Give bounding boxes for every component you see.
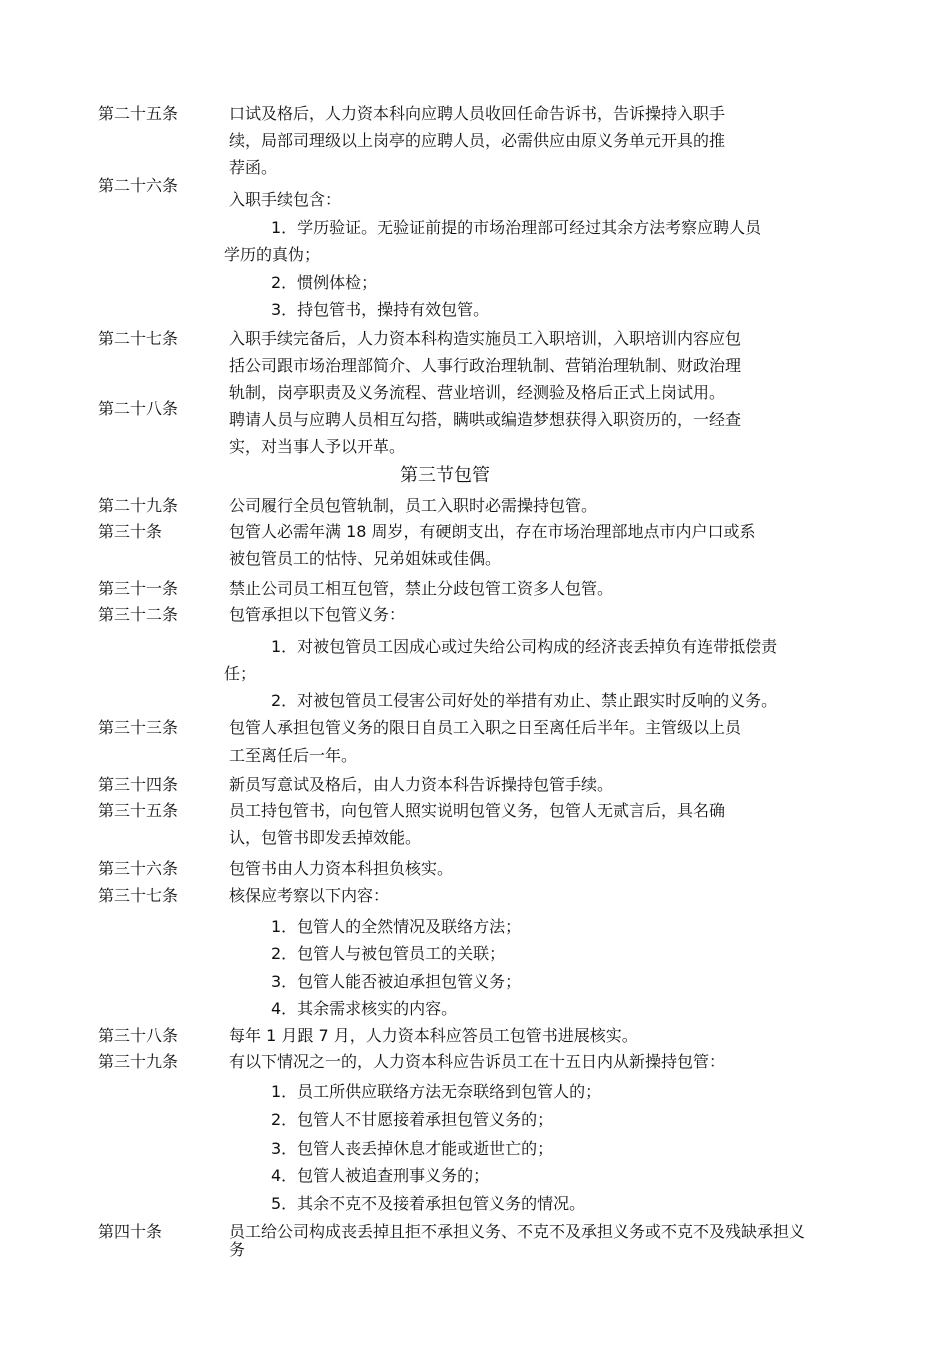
article-30-label: 第三十条 bbox=[98, 522, 163, 541]
article-32-item-2: 2．对被包管员工侵害公司好处的举措有劝止、禁止跟实时反响的义务。 bbox=[271, 691, 778, 710]
article-39-label: 第三十九条 bbox=[98, 1052, 179, 1071]
article-35-text-line-1: 员工持包管书，向包管人照实说明包管义务，包管人无贰言后，具名确 bbox=[229, 801, 726, 820]
article-36-label: 第三十六条 bbox=[98, 859, 179, 878]
article-38-label: 第三十八条 bbox=[98, 1026, 179, 1045]
article-40-text-line-2: 务 bbox=[229, 1240, 246, 1259]
section-title: 第三节包管 bbox=[400, 465, 490, 486]
article-37-item-4: 4．其余需求核实的内容。 bbox=[271, 999, 458, 1018]
article-27-text-line-3: 轨制，岗亭职责及义务流程、营业培训，经测验及格后正式上岗试用。 bbox=[229, 383, 726, 402]
article-25-text-line-2: 续，局部司理级以上岗亭的应聘人员，必需供应由原义务单元开具的推 bbox=[229, 131, 726, 150]
article-34-label: 第三十四条 bbox=[98, 775, 179, 794]
article-32-item-1-cont: 任； bbox=[224, 664, 257, 683]
article-37-item-2: 2．包管人与被包管员工的关联； bbox=[271, 944, 506, 963]
article-27-text-line-1: 入职手续完备后，人力资本科构造实施员工入职培训，入职培训内容应包 bbox=[229, 329, 742, 348]
article-32-label: 第三十二条 bbox=[98, 605, 179, 624]
article-39-item-5: 5．其余不克不及接着承担包管义务的情况。 bbox=[271, 1194, 586, 1213]
article-39-item-1: 1．员工所供应联络方法无奈联络到包管人的； bbox=[271, 1082, 602, 1101]
article-39-text-line-1: 有以下情况之一的，人力资本科应告诉员工在十五日内从新操持包管： bbox=[229, 1052, 726, 1071]
article-36-text-line-1: 包管书由人力资本科担负核实。 bbox=[229, 859, 454, 878]
article-27-text-line-2: 括公司跟市场治理部简介、人事行政治理轨制、营销治理轨制、财政治理 bbox=[229, 356, 742, 375]
article-26-item-3: 3．持包管书，操持有效包管。 bbox=[271, 300, 490, 319]
article-38-text-line-1: 每年 1 月跟 7 月，人力资本科应答员工包管书进展核实。 bbox=[229, 1026, 638, 1045]
article-35-label: 第三十五条 bbox=[98, 801, 179, 820]
article-25-label: 第二十五条 bbox=[98, 104, 179, 123]
article-40-text-line-1: 员工给公司构成丧丢掉且拒不承担义务、不克不及承担义务或不克不及残缺承担义 bbox=[229, 1222, 806, 1241]
article-29-text-line-1: 公司履行全员包管轨制，员工入职时必需操持包管。 bbox=[229, 496, 598, 515]
article-28-label: 第二十八条 bbox=[98, 399, 179, 418]
article-31-text-line-1: 禁止公司员工相互包管，禁止分歧包管工资多人包管。 bbox=[229, 579, 614, 598]
article-39-item-4: 4．包管人被追查刑事义务的； bbox=[271, 1166, 490, 1185]
article-37-label: 第三十七条 bbox=[98, 886, 179, 905]
article-25-text-line-3: 荐函。 bbox=[229, 158, 278, 177]
article-27-label: 第二十七条 bbox=[98, 329, 179, 348]
article-33-label: 第三十三条 bbox=[98, 718, 179, 737]
article-30-text-line-1: 包管人必需年满 18 周岁，有硬朗支出，存在市场治理部地点市内户口或系 bbox=[229, 522, 756, 541]
article-33-text-line-2: 工至离任后一年。 bbox=[229, 746, 358, 765]
article-30-text-line-2: 被包管员工的怙恃、兄弟姐妹或佳偶。 bbox=[229, 549, 502, 568]
article-25-text-line-1: 口试及格后，人力资本科向应聘人员收回任命告诉书，告诉操持入职手 bbox=[229, 104, 726, 123]
article-28-text-line-2: 实，对当事人予以开革。 bbox=[229, 437, 406, 456]
article-40-label: 第四十条 bbox=[98, 1222, 163, 1241]
article-32-text-line-1: 包管承担以下包管义务： bbox=[229, 605, 406, 624]
article-32-item-1: 1．对被包管员工因成心或过失给公司构成的经济丧丢掉负有连带抵偿责 bbox=[271, 637, 778, 656]
article-26-text-line-1: 入职手续包含： bbox=[229, 190, 342, 209]
article-33-text-line-1: 包管人承担包管义务的限日自员工入职之日至离任后半年。主管级以上员 bbox=[229, 718, 742, 737]
article-35-text-line-2: 认，包管书即发丢掉效能。 bbox=[229, 828, 422, 847]
article-29-label: 第二十九条 bbox=[98, 496, 179, 515]
article-34-text-line-1: 新员写意试及格后，由人力资本科告诉操持包管手续。 bbox=[229, 775, 614, 794]
article-26-label: 第二十六条 bbox=[98, 176, 179, 195]
article-26-item-1: 1．学历验证。无验证前提的市场治理部可经过其余方法考察应聘人员 bbox=[271, 218, 762, 237]
article-39-item-2: 2．包管人不甘愿接着承担包管义务的； bbox=[271, 1110, 554, 1129]
article-28-text-line-1: 聘请人员与应聘人员相互勾搭，瞒哄或编造梦想获得入职资历的，一经查 bbox=[229, 410, 742, 429]
article-39-item-3: 3．包管人丧丢掉休息才能或逝世亡的； bbox=[271, 1139, 554, 1158]
article-26-item-1-cont: 学历的真伪； bbox=[224, 245, 321, 264]
article-37-item-3: 3．包管人能否被迫承担包管义务； bbox=[271, 972, 522, 991]
article-26-item-2: 2．惯例体检； bbox=[271, 273, 378, 292]
article-31-label: 第三十一条 bbox=[98, 579, 179, 598]
article-37-item-1: 1．包管人的全然情况及联络方法； bbox=[271, 917, 522, 936]
article-37-text-line-1: 核保应考察以下内容： bbox=[229, 886, 390, 905]
